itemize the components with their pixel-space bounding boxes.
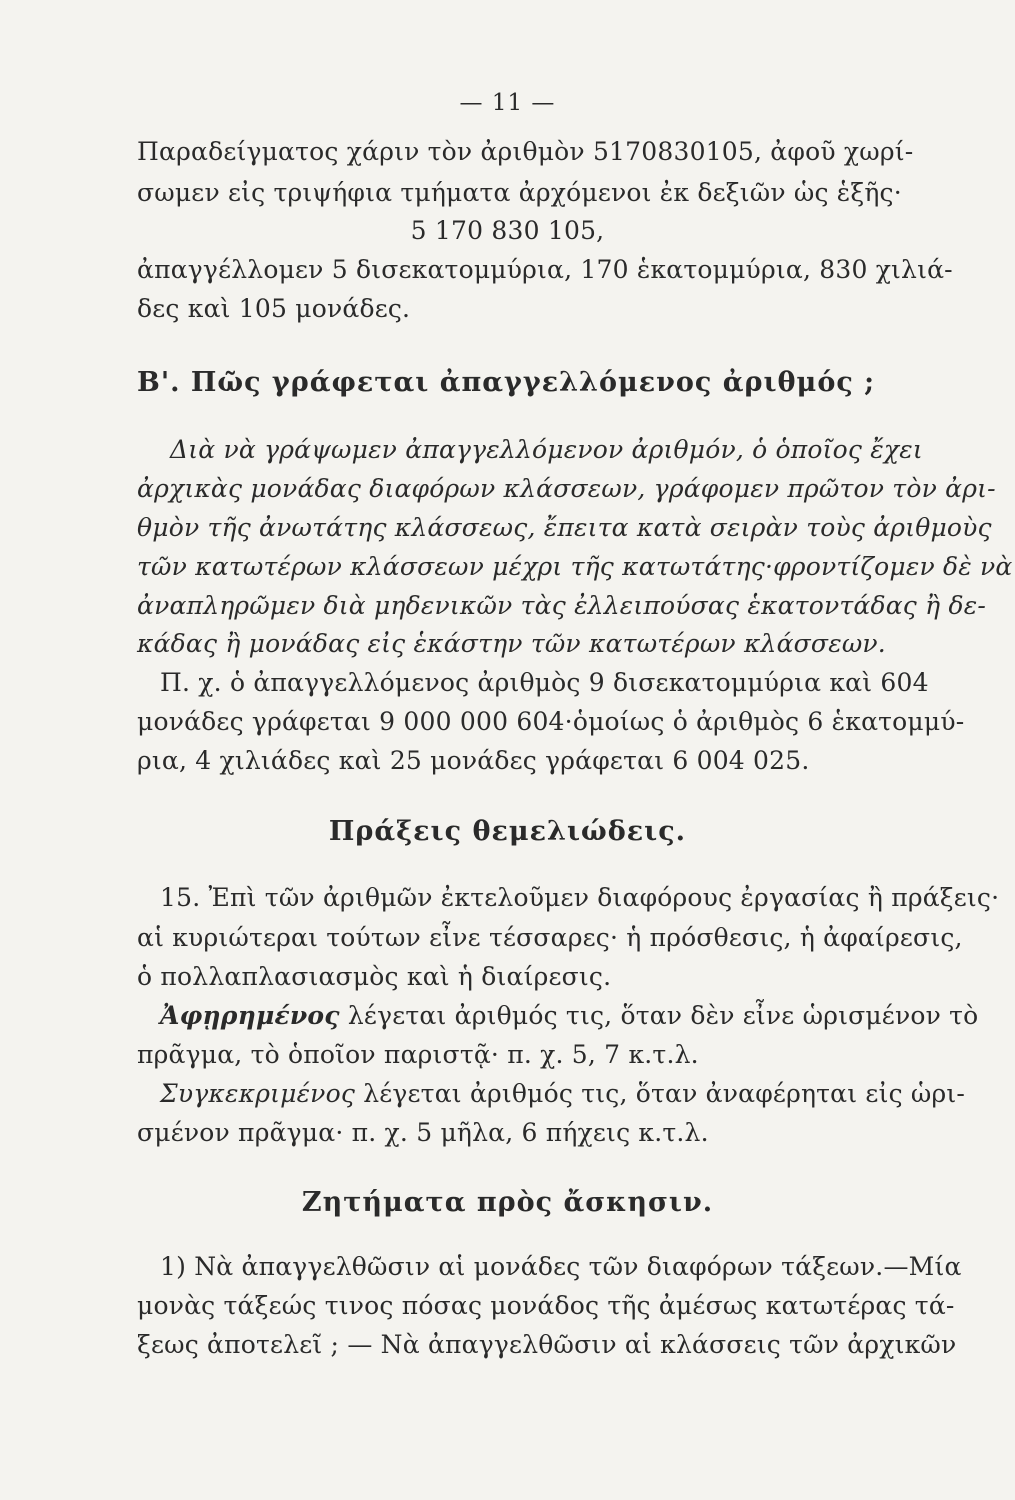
concrete-definition: λέγεται ἀριθμός τις, ὅταν ἀναφέρηται εἰς ὡρι- [355,1079,966,1108]
intro-line-4: ἀπαγγέλλομεν 5 δισεκατομμύρια, 170 ἑκατομμύρια, 830 χιλιά- [137,255,953,284]
page-number: — 11 — [459,90,556,116]
intro-line-2: σωμεν εἰς τριψήφια τμήματα ἀρχόμενοι ἐκ δεξιῶν ὡς ἑξῆς· [137,178,902,207]
abstract-line-1 [160,999,978,1033]
rule-line-6: κάδας ἢ μονάδας εἰς ἑκάστην τῶν κατωτέρων κλάσσεων. [137,629,886,658]
exercises-heading: Ζητήματα πρὸς ἄσκησιν. [301,1187,714,1218]
concrete-term: Συγκεκριμένος [160,1079,356,1108]
section-ops-heading: Πράξεις θεμελιώδεις. [328,816,687,847]
intro-line-1: Παραδείγματος χάριν τὸν ἀριθμὸν 5170830105, ἀφοῦ χωρί- [137,137,914,166]
rule-line-2: ἀρχικὰς μονάδας διαφόρων κλάσσεων, γράφομεν πρῶτον τὸν ἀρι- [137,474,996,503]
rule-line-1: Διὰ νὰ γράψωμεν ἀπαγγελλόμενον ἀριθμόν, ὁ ὁποῖος ἔχει [170,435,923,464]
exercise-line-3: ξεως ἀποτελεῖ ; — Νὰ ἀπαγγελθῶσιν αἱ κλάσσεις τῶν ἀρχικῶν [137,1330,957,1359]
exercise-line-1: 1) Νὰ ἀπαγγελθῶσιν αἱ μονάδες τῶν διαφόρων τάξεων.—Μία [160,1252,962,1281]
section-b-heading: Β'. Πῶς γράφεται ἀπαγγελλόμενος ἀριθμός ; [137,367,876,398]
abstract-term: Ἀφῃρημένος [160,1001,340,1030]
example-line-3: ρια, 4 χιλιάδες καὶ 25 μονάδες γράφεται 6 004 025. [137,746,810,775]
example-line-1: Π. χ. ὁ ἀπαγγελλόμενος ἀριθμὸς 9 δισεκατομμύρια καὶ 604 [160,668,929,697]
rule-line-5: ἀναπληρῶμεν διὰ μηδενικῶν τὰς ἐλλειπούσας ἑκατοντάδας ἢ δε- [137,591,986,620]
concrete-line-2: σμένον πρᾶγμα· π. χ. 5 μῆλα, 6 πήχεις κ.τ.λ. [137,1118,709,1147]
concrete-line-1 [160,1077,965,1111]
ops-line-3: ὁ πολλαπλασιασμὸς καὶ ἡ διαίρεσις. [137,962,612,991]
rule-line-4: τῶν κατωτέρων κλάσσεων μέχρι τῆς κατωτάτης·φροντίζομεν δὲ νὰ [137,552,1013,581]
intro-example-number: 5 170 830 105, [410,216,605,245]
abstract-line-2: πρᾶγμα, τὸ ὁποῖον παριστᾷ· π. χ. 5, 7 κ.τ.λ. [137,1040,699,1069]
exercise-line-2: μονὰς τάξεώς τινος πόσας μονάδος τῆς ἀμέσως κατωτέρας τά- [137,1291,955,1320]
intro-line-5: δες καὶ 105 μονάδες. [137,294,411,323]
abstract-definition: λέγεται ἀριθμός τις, ὅταν δὲν εἶνε ὡρισμένον τὸ [339,1001,979,1030]
example-line-2: μονάδες γράφεται 9 000 000 604·ὁμοίως ὁ ἀριθμὸς 6 ἑκατομμύ- [137,707,965,736]
ops-line-2: αἱ κυριώτεραι τούτων εἶνε τέσσαρες· ἡ πρόσθεσις, ἡ ἀφαίρεσις, [137,923,963,952]
ops-line-1: 15. Ἐπὶ τῶν ἀριθμῶν ἐκτελοῦμεν διαφόρους ἐργασίας ἢ πράξεις· [160,883,1000,912]
rule-line-3: θμὸν τῆς ἀνωτάτης κλάσσεως, ἔπειτα κατὰ σειρὰν τοὺς ἀριθμοὺς [137,513,992,542]
